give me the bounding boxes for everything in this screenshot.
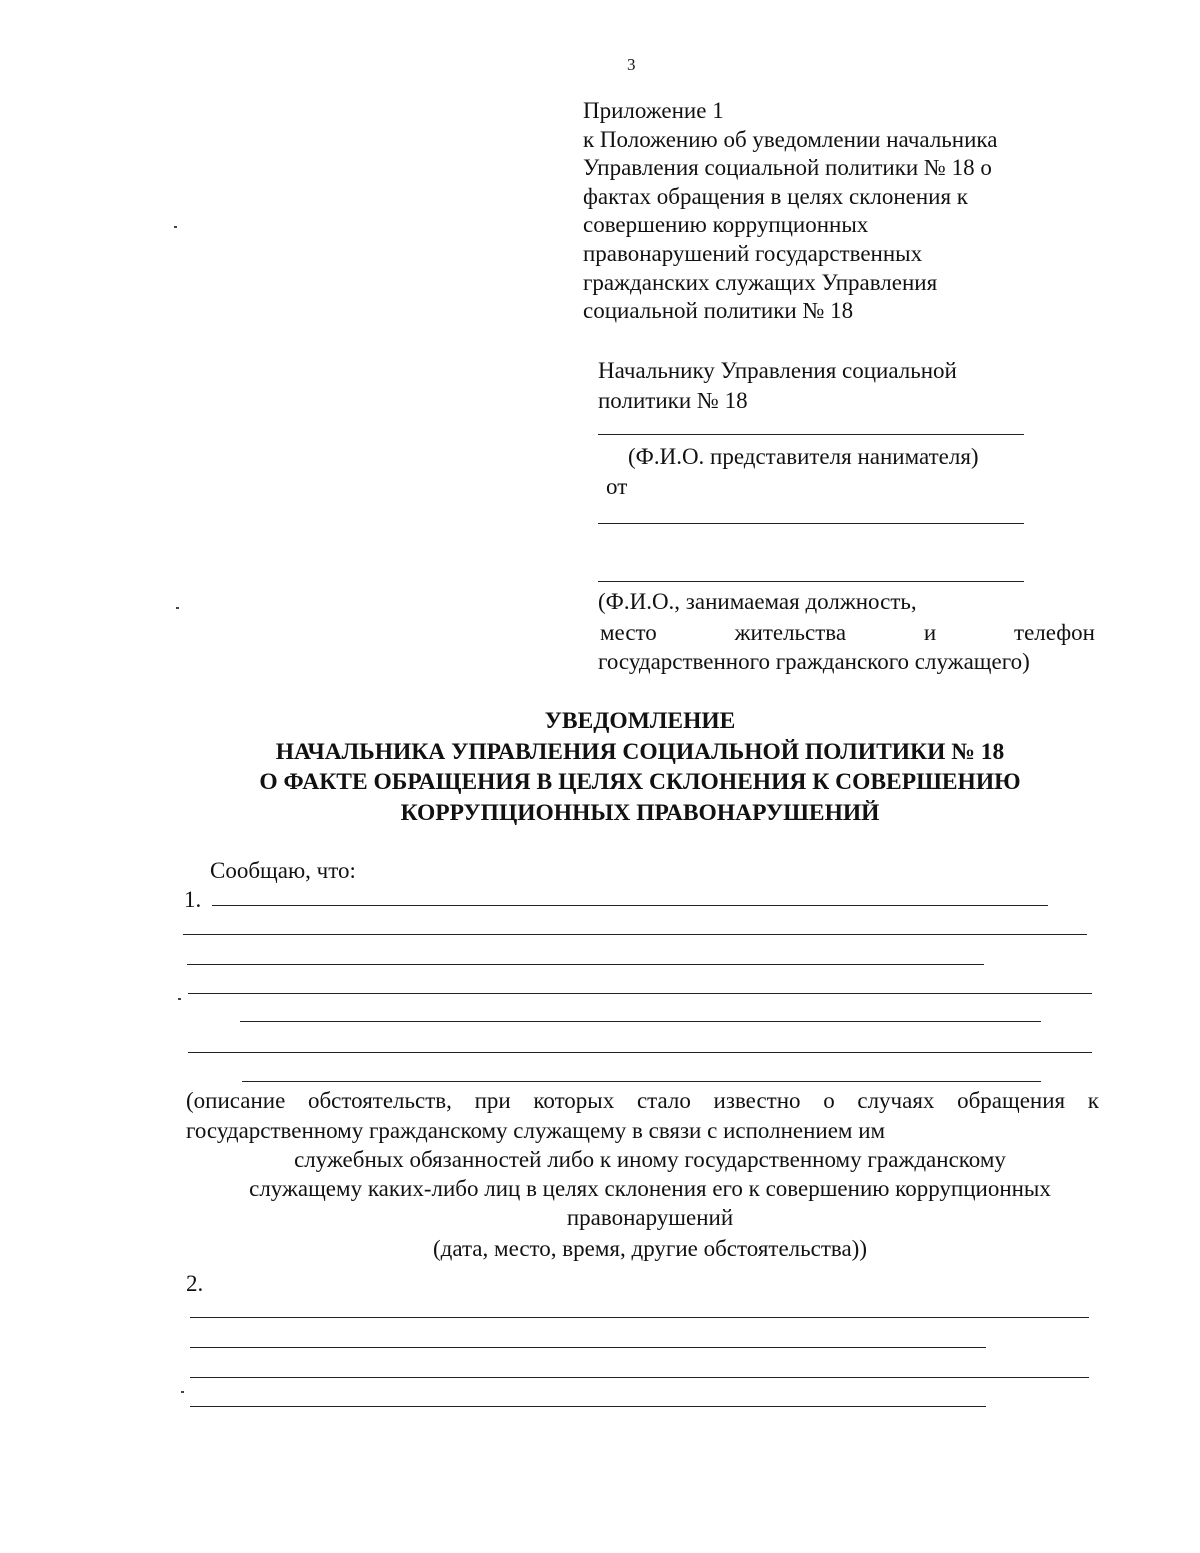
addressee-line: Начальнику Управления социальной <box>598 358 957 383</box>
item1-blank-line[interactable] <box>187 964 984 965</box>
item1-blank-line[interactable] <box>242 1081 1041 1082</box>
item2-blank-line[interactable] <box>190 1406 986 1407</box>
title-line: УВЕДОМЛЕНИЕ <box>544 708 736 734</box>
from-label: от <box>606 474 628 499</box>
item1-blank-line[interactable] <box>212 905 1048 906</box>
description-caption-line: правонарушений <box>566 1205 734 1230</box>
description-caption-line: служебных обязанностей либо к иному государственному гражданскому <box>294 1147 1006 1172</box>
sender-caption-line: (Ф.И.О., занимаемая должность, <box>598 589 917 614</box>
description-caption-line: (дата, место, время, другие обстоятельства)) <box>433 1236 867 1261</box>
employer-name-blank[interactable] <box>598 434 1024 435</box>
scan-speck <box>178 998 181 1000</box>
scan-speck <box>181 1391 184 1393</box>
scan-speck <box>176 607 179 609</box>
caption-word: место <box>600 620 657 645</box>
scan-speck <box>174 226 177 228</box>
item1-blank-line[interactable] <box>183 934 1087 935</box>
sender-details-blank[interactable] <box>598 581 1024 582</box>
appendix-line: гражданских служащих Управления <box>583 269 938 295</box>
document-title <box>140 706 1140 828</box>
sender-name-blank[interactable] <box>598 523 1024 524</box>
appendix-line: социальной политики № 18 <box>583 298 854 324</box>
item2-blank-line[interactable] <box>190 1347 986 1348</box>
caption-word: при <box>474 1088 511 1113</box>
caption-word: которых <box>533 1088 615 1113</box>
appendix-line: Управления социальной политики № 18 о <box>583 155 992 181</box>
addressee-line: политики № 18 <box>598 388 748 413</box>
caption-word: и <box>923 620 937 645</box>
item-number-2: 2. <box>186 1271 204 1296</box>
appendix-line: фактах обращения в целях склонения к <box>583 183 968 209</box>
employer-fio-caption: (Ф.И.О. представителя нанимателя) <box>628 444 979 469</box>
appendix-heading <box>583 97 1063 326</box>
item1-blank-line[interactable] <box>240 1021 1041 1022</box>
caption-word: обстоятельств, <box>307 1088 452 1113</box>
item-number-1: 1. <box>184 887 202 912</box>
title-line: НАЧАЛЬНИКА УПРАВЛЕНИЯ СОЦИАЛЬНОЙ ПОЛИТИКИ № 18 <box>275 738 1005 765</box>
caption-word: к <box>1087 1088 1099 1113</box>
item2-blank-line[interactable] <box>190 1377 1089 1378</box>
caption-word: жительства <box>734 620 847 645</box>
title-line: О ФАКТЕ ОБРАЩЕНИЯ В ЦЕЛЯХ СКЛОНЕНИЯ К СОВЕРШЕНИЮ <box>259 769 1021 795</box>
appendix-line: к Положению об уведомлении начальника <box>583 126 998 152</box>
description-caption-line: служащему каких-либо лиц в целях склонения его к совершению коррупционных <box>249 1176 1051 1201</box>
description-caption-line: государственному гражданскому служащему в связи с исполнением им <box>186 1118 886 1143</box>
appendix-line: Приложение 1 <box>583 98 724 123</box>
item1-blank-line[interactable] <box>188 1052 1092 1053</box>
caption-word: телефон <box>1014 620 1095 645</box>
caption-word: известно <box>713 1088 801 1113</box>
appendix-line: правонарушений государственных <box>583 240 923 266</box>
addressee-block <box>598 356 1038 416</box>
description-caption-line <box>186 1088 1099 1114</box>
page-number: 3 <box>627 55 636 74</box>
title-line: КОРРУПЦИОННЫХ ПРАВОНАРУШЕНИЙ <box>400 799 880 826</box>
appendix-line: совершению коррупционных <box>583 212 869 238</box>
caption-word: (описание <box>186 1088 286 1113</box>
sender-caption-line: государственного гражданского служащего) <box>598 649 1030 674</box>
intro-text: Сообщаю, что: <box>210 858 356 883</box>
caption-word: обращения <box>957 1088 1066 1113</box>
sender-caption-line <box>600 620 1095 646</box>
item1-blank-line[interactable] <box>188 993 1092 994</box>
caption-word: случаях <box>857 1088 935 1113</box>
caption-word: о <box>823 1088 835 1113</box>
item2-blank-line[interactable] <box>190 1317 1089 1318</box>
caption-word: стало <box>636 1088 691 1113</box>
